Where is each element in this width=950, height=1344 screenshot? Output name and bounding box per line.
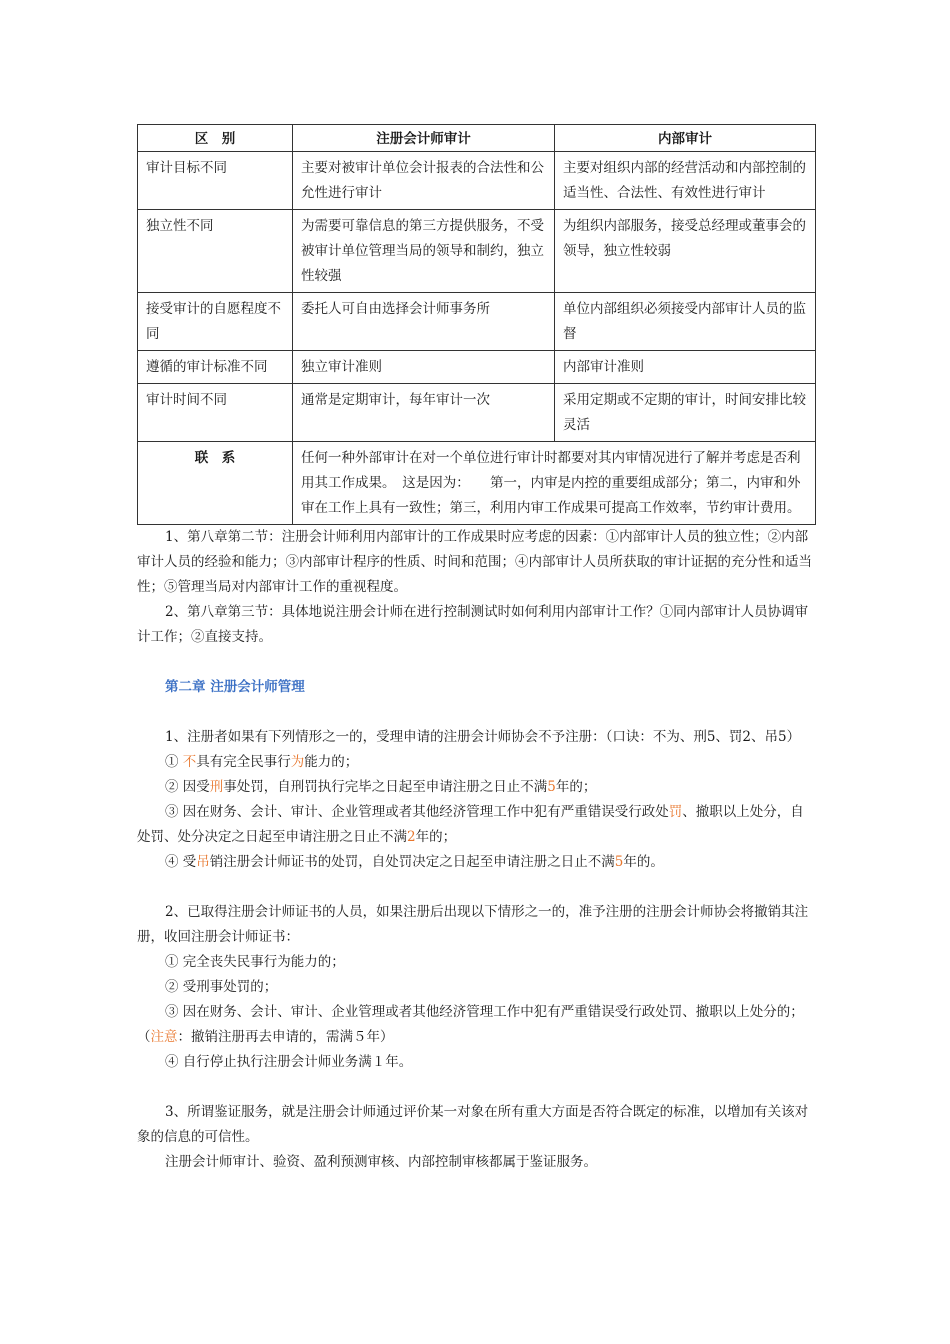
header-difference: 区 别 [138, 125, 293, 152]
cpa-cell: 为需要可靠信息的第三方提供服务，不受被审计单位管理当局的领导和制约，独立性较强 [293, 210, 555, 293]
section-1-intro: 1、注册者如果有下列情形之一的，受理申请的注册会计师协会不予注册：（口诀：不为、刑5、罚2、吊5） [165, 729, 801, 745]
cpa-cell: 通常是定期审计，每年审计一次 [293, 384, 555, 442]
note-2: 2、第八章第三节：具体地说注册会计师在进行控制测试时如何利用内部审计工作？①同内部审计人员协调审计工作；②直接支持。 [137, 604, 809, 645]
internal-cell: 单位内部组织必须接受内部审计人员的监督 [555, 293, 816, 351]
section-2-item-3: ③ 因在财务、会计、审计、企业管理或者其他经济管理工作中犯有严重错误受行政处罚、撤职以上处分的；（注意：撤销注册再去申请的，需满５年） [137, 1004, 804, 1045]
cpa-cell: 独立审计准则 [293, 351, 555, 384]
table-row [138, 152, 816, 210]
relation-row [138, 442, 816, 525]
internal-cell: 内部审计准则 [555, 351, 816, 384]
section-1-item-2: ② 因受刑事处罚，自刑罚执行完毕之日起至申请注册之日止不满5年的； [165, 779, 597, 795]
cpa-cell: 委托人可自由选择会计师事务所 [293, 293, 555, 351]
row-label: 遵循的审计标准不同 [138, 351, 293, 384]
row-label: 独立性不同 [138, 210, 293, 293]
chapter-title: 第二章 注册会计师管理 [165, 679, 305, 695]
section-2-item-2: ② 受刑事处罚的； [165, 979, 278, 995]
table-row [138, 210, 816, 293]
internal-cell: 主要对组织内部的经营活动和内部控制的适当性、合法性、有效性进行审计 [555, 152, 816, 210]
section-2-intro: 2、已取得注册会计师证书的人员，如果注册后出现以下情形之一的，准予注册的注册会计师协会将撤销其注册，收回注册会计师证书： [137, 904, 809, 945]
header-internal-audit: 内部审计 [555, 125, 816, 152]
section-3-paragraph-1: 3、所谓鉴证服务，就是注册会计师通过评价某一对象在所有重大方面是否符合既定的标准，以增加有关该对象的信息的可信性。 [137, 1104, 809, 1145]
section-2-item-4: ④ 自行停止执行注册会计师业务满１年。 [165, 1054, 413, 1070]
relation-label: 联 系 [138, 442, 293, 525]
cpa-cell: 主要对被审计单位会计报表的合法性和公允性进行审计 [293, 152, 555, 210]
section-1-item-1: ① 不具有完全民事行为能力的； [165, 754, 359, 770]
relation-text: 任何一种外部审计在对一个单位进行审计时都要对其内审情况进行了解并考虑是否利用其工作成果。 这是因为： 第一，内审是内控的重要组成部分；第二，内审和外审在工作上具有一致性；第三，利用内审工作成果可提高工作效率，节约审计费用。 [293, 442, 816, 525]
section-2-item-1: ① 完全丧失民事行为能力的； [165, 954, 345, 970]
header-cpa-audit: 注册会计师审计 [293, 125, 555, 152]
row-label: 接受审计的自愿程度不同 [138, 293, 293, 351]
internal-cell: 为组织内部服务，接受总经理或董事会的领导，独立性较弱 [555, 210, 816, 293]
comparison-table [137, 124, 816, 525]
section-1-item-4: ④ 受吊销注册会计师证书的处罚，自处罚决定之日起至申请注册之日止不满5年的。 [165, 854, 664, 870]
note-1: 1、第八章第二节：注册会计师利用内部审计的工作成果时应考虑的因素：①内部审计人员的独立性；②内部审计人员的经验和能力；③内部审计程序的性质、时间和范围；④内部审计人员所获取的审计证据的充分性和适当性；⑤管理当局对内部审计工作的重视程度。 [137, 529, 812, 595]
table-row [138, 351, 816, 384]
table-header-row [138, 125, 816, 152]
internal-cell: 采用定期或不定期的审计，时间安排比较灵活 [555, 384, 816, 442]
table-row [138, 293, 816, 351]
section-3-paragraph-2: 注册会计师审计、验资、盈利预测审核、内部控制审核都属于鉴证服务。 [165, 1154, 597, 1170]
table-row [138, 384, 816, 442]
row-label: 审计目标不同 [138, 152, 293, 210]
document-page [137, 124, 815, 1175]
section-1-item-3: ③ 因在财务、会计、审计、企业管理或者其他经济管理工作中犯有严重错误受行政处罚、撤职以上处分，自处罚、处分决定之日起至申请注册之日止不满2年的； [137, 804, 804, 845]
row-label: 审计时间不同 [138, 384, 293, 442]
